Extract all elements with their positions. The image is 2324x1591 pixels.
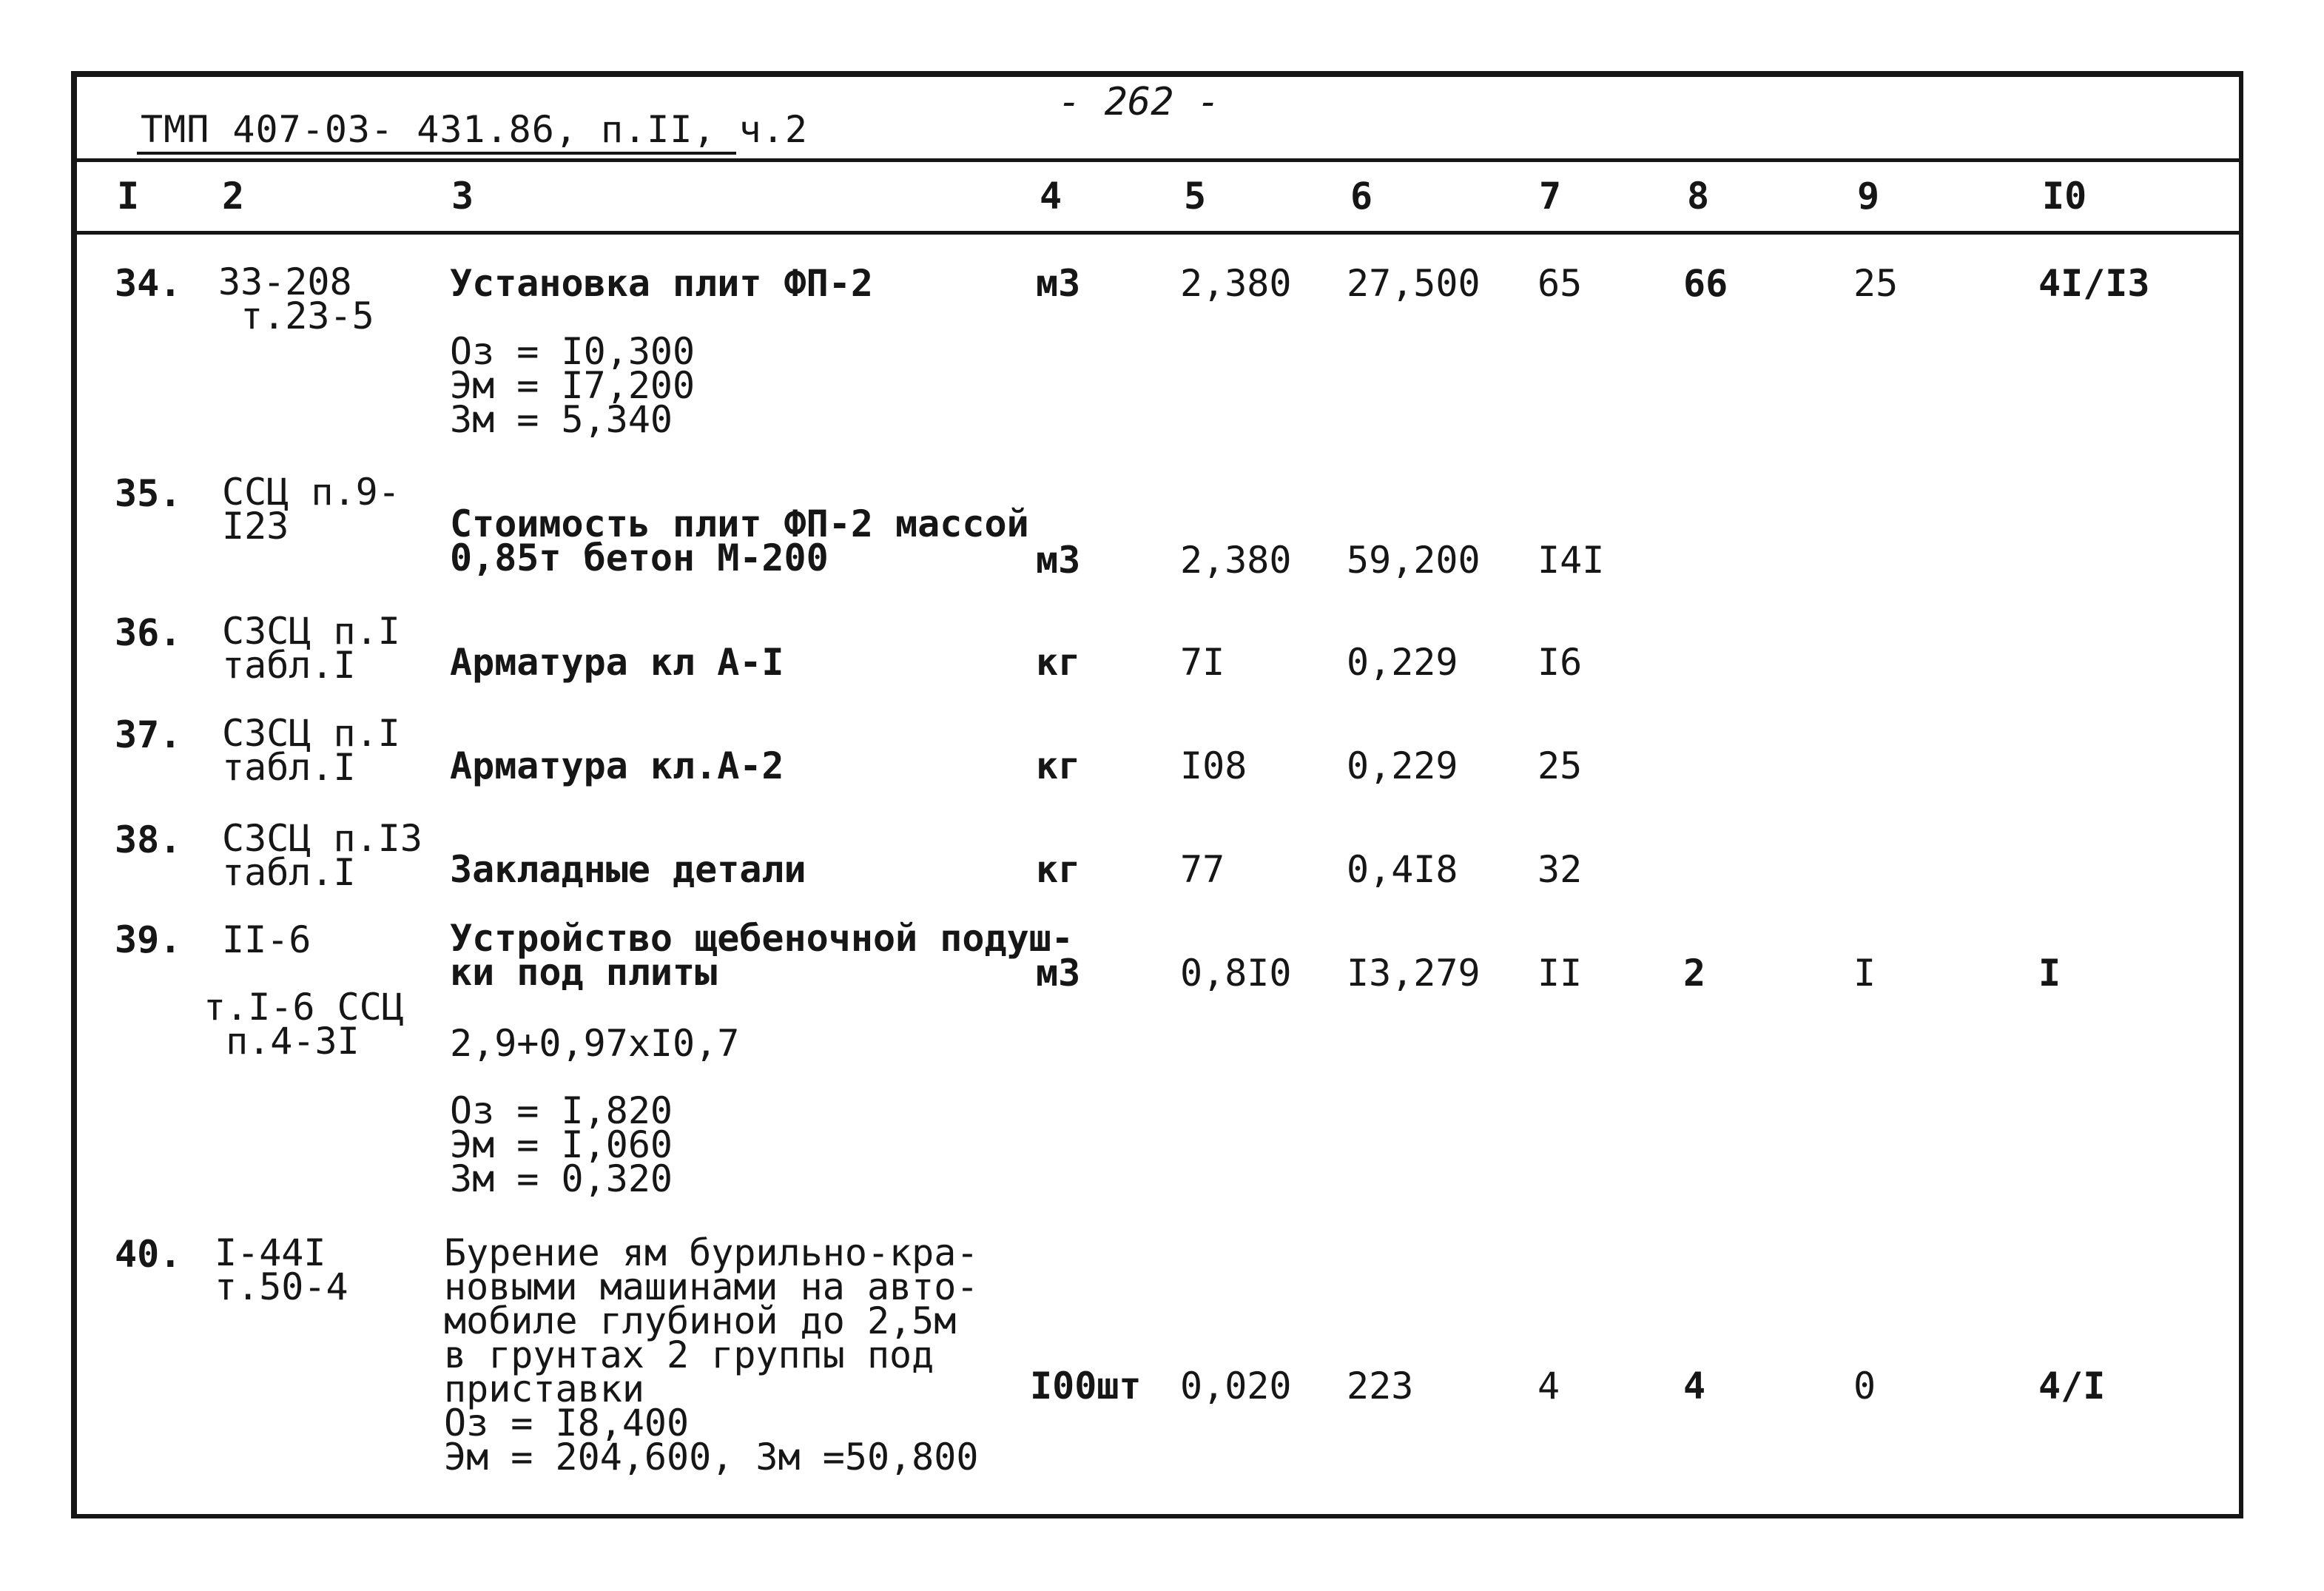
row-unit-price: 59,200 (1347, 539, 1481, 582)
row-number: 37. (115, 713, 182, 756)
page-number: - 262 - (1058, 80, 1221, 124)
row-unit: кг (1036, 848, 1081, 891)
column-header-4: 4 (1040, 175, 1062, 218)
row-col9: I (1853, 952, 1876, 995)
row-number: 34. (115, 262, 182, 305)
column-header-6: 6 (1350, 175, 1373, 218)
row-col10: I (2038, 952, 2061, 995)
row-reference: I-44I т.50-4 (215, 1231, 348, 1308)
column-header-9: 9 (1857, 175, 1880, 218)
row-quantity: 0,020 (1180, 1365, 1292, 1407)
header-rule (77, 158, 2240, 162)
page-frame (71, 71, 2243, 1518)
row-reference: СЗСЦ п.I табл.I (222, 610, 400, 687)
row-description: Устройство щебеночной подуш- ки под плиты (450, 917, 1074, 994)
row-reference-extra: т.I-6 ССЦ п.4-3I (203, 986, 404, 1063)
row-total: 65 (1537, 262, 1583, 305)
row-reference: ССЦ п.9- I23 (222, 471, 400, 548)
row-col10: 4/I (2038, 1365, 2106, 1407)
row-quantity: 2,380 (1180, 539, 1292, 582)
row-unit: I00шт (1030, 1365, 1142, 1407)
row-unit-price: 0,229 (1347, 641, 1458, 684)
row-number: 39. (115, 918, 182, 961)
column-header-7: 7 (1539, 175, 1562, 218)
row-total: II (1537, 952, 1583, 995)
row-description: Арматура кл А-I (450, 641, 784, 684)
row-col9: 25 (1853, 262, 1899, 305)
row-description: Закладные детали (450, 848, 806, 891)
row-quantity: 0,8I0 (1180, 952, 1292, 995)
row-unit-price: I3,279 (1347, 952, 1481, 995)
row-unit-price: 27,500 (1347, 262, 1481, 305)
row-reference: II-6 (222, 918, 311, 961)
row-unit-price: 223 (1347, 1365, 1414, 1407)
row-cost-breakdown: Оз = I0,300 Эм = I7,200 Зм = 5,340 (450, 330, 695, 441)
row-quantity: 77 (1180, 848, 1225, 891)
row-reference: 33-208 т.23-5 (218, 260, 374, 337)
column-header-3: 3 (451, 175, 474, 218)
row-unit-price: 0,4I8 (1347, 848, 1458, 891)
row-quantity: 7I (1180, 641, 1225, 684)
document-code-underline (137, 152, 736, 155)
row-col8: 66 (1683, 262, 1728, 305)
row-unit: кг (1036, 641, 1081, 684)
row-number: 35. (115, 472, 182, 515)
row-total: 4 (1537, 1365, 1560, 1407)
document-code: ТМП 407-03- 431.86, п.II, ч.2 (141, 108, 808, 151)
row-quantity: 2,380 (1180, 262, 1292, 305)
row-quantity: I08 (1180, 744, 1247, 787)
column-header-5: 5 (1184, 175, 1207, 218)
row-formula: 2,9+0,97хI0,7 (450, 1022, 740, 1065)
row-description: Установка плит ФП-2 (450, 262, 873, 305)
row-reference: СЗСЦ п.I табл.I (222, 712, 400, 789)
row-unit: м3 (1036, 262, 1081, 305)
row-total: 25 (1537, 744, 1583, 787)
column-header-1: I (117, 175, 140, 218)
row-description: Бурение ям бурильно-кра- новыми машинами на авто- мобиле глубиной до 2,5м в грунтах 2 группы под приставки Оз = I8,400 Эм = 204,600, Зм =50,800 (444, 1231, 979, 1479)
row-total: I6 (1537, 641, 1583, 684)
column-header-rule (77, 231, 2240, 235)
column-header-10: I0 (2042, 175, 2087, 218)
row-unit: кг (1036, 744, 1081, 787)
row-cost-breakdown: Оз = I,820 Эм = I,060 Зм = 0,320 (450, 1089, 673, 1200)
row-unit-price: 0,229 (1347, 744, 1458, 787)
row-unit: м3 (1036, 952, 1081, 995)
row-number: 36. (115, 611, 182, 654)
column-header-8: 8 (1687, 175, 1710, 218)
row-unit: м3 (1036, 539, 1081, 582)
row-number: 38. (115, 818, 182, 861)
row-col9: 0 (1853, 1365, 1876, 1407)
row-description: Арматура кл.А-2 (450, 744, 784, 787)
row-col8: 2 (1683, 952, 1706, 995)
row-total: I4I (1537, 539, 1605, 582)
row-reference: СЗСЦ п.I3 табл.I (222, 817, 422, 894)
column-header-2: 2 (222, 175, 245, 218)
row-col10: 4I/I3 (2038, 262, 2150, 305)
row-number: 40. (115, 1233, 182, 1276)
row-total: 32 (1537, 848, 1583, 891)
row-col8: 4 (1683, 1365, 1706, 1407)
row-description: Стоимость плит ФП-2 массой 0,85т бетон М-200 (450, 502, 1029, 579)
